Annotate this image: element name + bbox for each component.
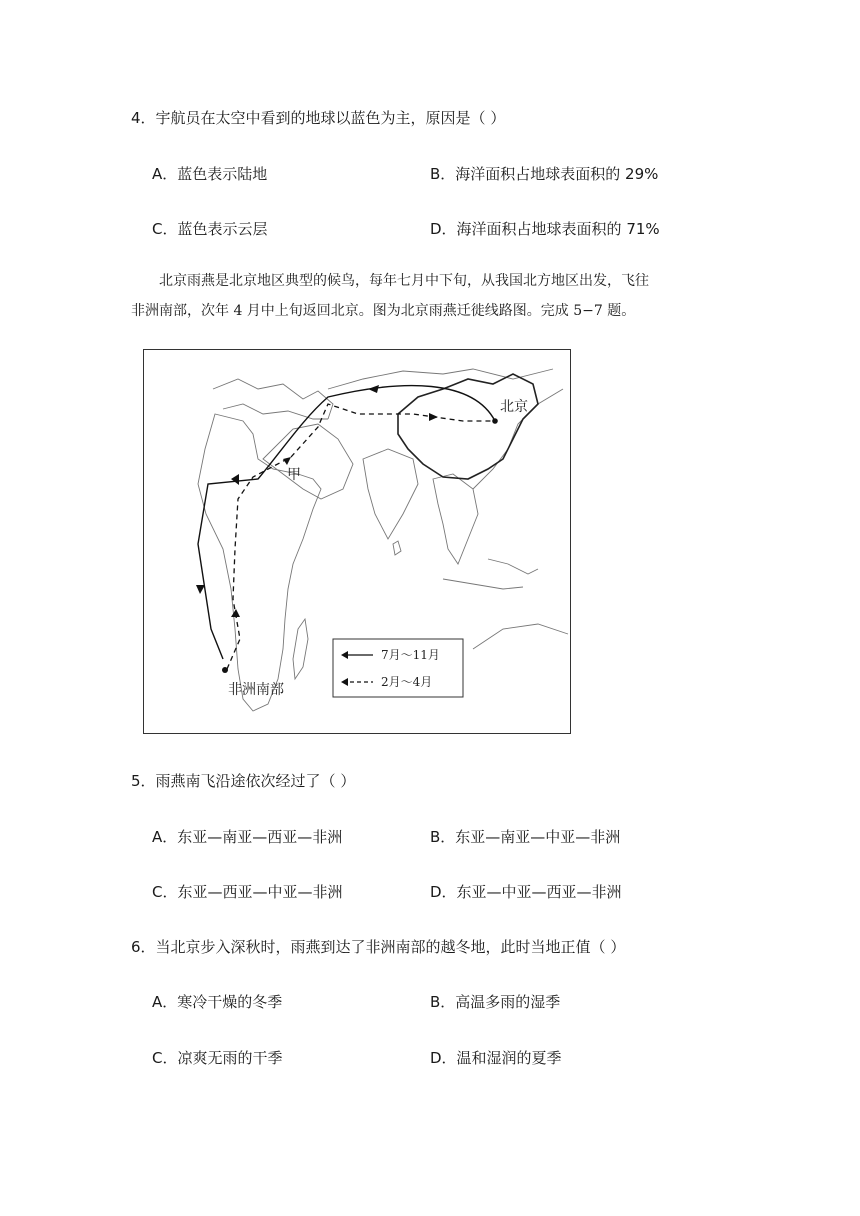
jia-label: 甲: [287, 467, 301, 483]
southern-africa-label: 非洲南部: [228, 682, 284, 698]
beijing-point: [492, 418, 498, 424]
swift-migration-map: [143, 349, 571, 734]
passage-line-1: 北京雨燕是北京地区典型的候鸟，每年七月中下旬，从我国北方地区出发，飞往: [159, 273, 649, 289]
question-4-option-a[interactable]: A．蓝色表示陆地: [152, 165, 268, 183]
question-4-option-c[interactable]: C．蓝色表示云层: [152, 220, 268, 238]
legend-dashed-label: 2月～4月: [381, 675, 433, 689]
question-6-option-c[interactable]: C．凉爽无雨的干季: [152, 1049, 283, 1067]
question-5-stem: 5．雨燕南飞沿途依次经过了（ ）: [131, 772, 356, 790]
question-6-option-b[interactable]: B．高温多雨的湿季: [430, 993, 561, 1011]
question-4-option-d[interactable]: D．海洋面积占地球表面积的 71%: [430, 220, 660, 238]
question-6-stem: 6．当北京步入深秋时，雨燕到达了非洲南部的越冬地，此时当地正值（ ）: [131, 938, 626, 956]
legend-solid-label: 7月～11月: [381, 648, 440, 662]
beijing-label: 北京: [500, 399, 528, 415]
southern-africa-point: [222, 667, 228, 673]
question-6-option-d[interactable]: D．温和湿润的夏季: [430, 1049, 562, 1067]
question-6-option-a[interactable]: A．寒冷干燥的冬季: [152, 993, 283, 1011]
question-4-stem: 4．宇航员在太空中看到的地球以蓝色为主，原因是（ ）: [131, 109, 506, 127]
question-5-option-d[interactable]: D．东亚—中亚—西亚—非洲: [430, 883, 622, 901]
question-4-option-b[interactable]: B．海洋面积占地球表面积的 29%: [430, 165, 659, 183]
question-5-option-c[interactable]: C．东亚—西亚—中亚—非洲: [152, 883, 343, 901]
reading-passage: [131, 266, 731, 326]
question-5-option-a[interactable]: A．东亚—南亚—西亚—非洲: [152, 828, 343, 846]
question-5-option-b[interactable]: B．东亚—南亚—中亚—非洲: [430, 828, 621, 846]
map-legend: [333, 639, 463, 697]
passage-line-2: 非洲南部，次年 4 月中上旬返回北京。图为北京雨燕迁徙线路图。完成 5−7 题。: [131, 303, 636, 319]
